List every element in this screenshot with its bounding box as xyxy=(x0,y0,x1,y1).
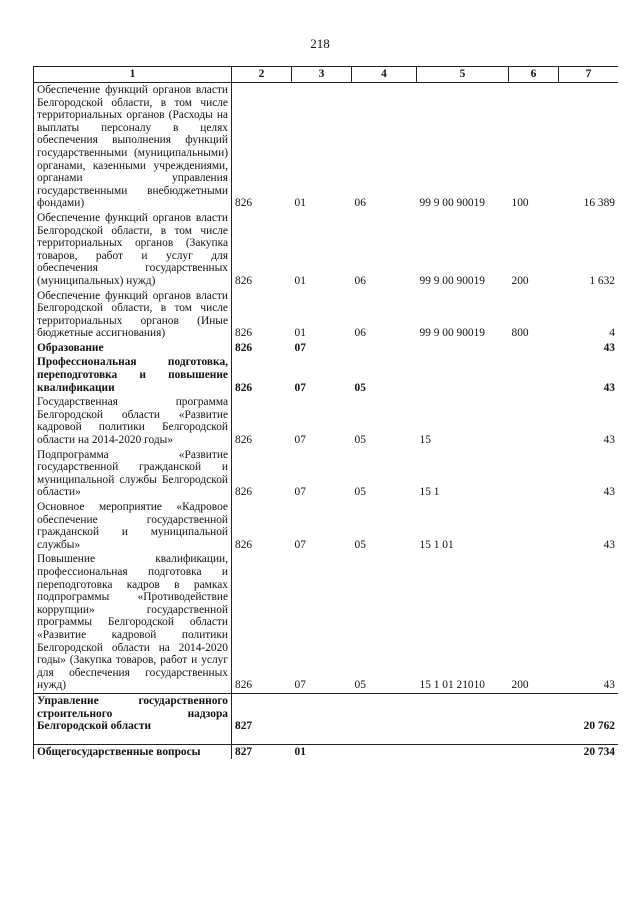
row-pr-cell: 06 xyxy=(354,274,366,287)
row-ved-cell: 826 xyxy=(235,486,253,499)
row-vr-cell xyxy=(509,395,559,447)
row-rz-cell: 01 xyxy=(294,327,306,340)
row-pr-cell: 05 xyxy=(354,381,366,394)
row-csr-cell xyxy=(417,355,509,395)
table-row xyxy=(34,448,619,500)
table-row xyxy=(34,395,619,447)
row-vr-cell: 200 xyxy=(511,679,529,692)
row-pr-cell: 05 xyxy=(354,434,366,447)
page-number: 218 xyxy=(310,36,330,51)
row-name-cell: Подпрограмма «Развитие государственной гражданской и муниципальной службы Белгородской области» xyxy=(34,448,232,500)
row-sum-cell: 43 xyxy=(559,355,619,395)
table-row xyxy=(34,552,619,693)
row-sum-cell: 20 762 xyxy=(559,693,619,733)
row-name-cell: Государственная программа Белгородской области «Развитие кадровой политики Белгородской области на 2014-2020 годы» xyxy=(34,395,232,447)
header-col-2: 2 xyxy=(232,67,292,83)
spacer-cell xyxy=(34,734,232,745)
row-vr-cell xyxy=(509,448,559,500)
row-sum-cell: 4 xyxy=(559,289,619,341)
row-rz-cell: 01 xyxy=(294,197,306,210)
row-name-cell: Обеспечение функций органов власти Белгородской области, в том числе территориальных органов (Расходы на выплаты персоналу в целях обеспечения выполнения функций государственными (муниципальными) органами, казенными учреждениями, органами управления государственными внебюджетными фондами) xyxy=(34,83,232,211)
row-rz-cell: 07 xyxy=(294,486,306,499)
row-sum-cell: 43 xyxy=(559,552,619,693)
row-ved-cell: 826 xyxy=(235,327,253,340)
spacer-cell xyxy=(509,734,559,745)
row-ved-cell: 826 xyxy=(235,274,253,287)
row-vr-cell xyxy=(509,355,559,395)
row-sum-cell: 20 734 xyxy=(559,744,619,759)
row-sum-cell: 43 xyxy=(559,500,619,552)
row-vr-cell: 100 xyxy=(511,197,529,210)
row-vr-cell: 800 xyxy=(511,327,529,340)
row-csr-cell: 99 9 00 90019 xyxy=(419,197,485,210)
row-name-cell: Управление государственного строительного надзора Белгородской области xyxy=(34,693,232,733)
row-vr-cell xyxy=(509,693,559,733)
row-ved-cell: 826 xyxy=(235,341,253,354)
spacer-cell xyxy=(352,734,417,745)
row-rz-cell: 07 xyxy=(294,381,306,394)
row-pr-cell: 05 xyxy=(354,679,366,692)
spacer-cell xyxy=(232,734,292,745)
row-rz-cell: 07 xyxy=(294,341,306,354)
row-csr-cell xyxy=(417,744,509,759)
row-vr-cell xyxy=(509,341,559,356)
spacer-row xyxy=(34,734,619,745)
header-row xyxy=(34,67,619,83)
row-name-cell: Повышение квалификации, профессиональная подготовка и переподготовка кадров в рамках подпрограммы «Противодействие коррупции» государственной программы Белгородской области «Развитие кадровой политики Белгородской области на 2014-2020 годы» (Закупка товаров, работ и услуг для обеспечения государственных нужд) xyxy=(34,552,232,693)
row-pr-cell xyxy=(352,693,417,733)
row-pr-cell: 06 xyxy=(354,327,366,340)
row-name-cell: Основное мероприятие «Кадровое обеспечение государственной гражданской и муниципальной службы» xyxy=(34,500,232,552)
row-ved-cell: 826 xyxy=(235,381,253,394)
row-sum-cell: 43 xyxy=(559,341,619,356)
spacer-cell xyxy=(559,734,619,745)
row-ved-cell: 827 xyxy=(232,744,292,759)
row-rz-cell: 07 xyxy=(294,679,306,692)
row-csr-cell xyxy=(417,341,509,356)
row-csr-cell: 15 1 01 xyxy=(419,538,454,551)
row-vr-cell: 200 xyxy=(511,274,529,287)
header-col-6: 6 xyxy=(509,67,559,83)
table-row xyxy=(34,355,619,395)
row-sum-cell: 43 xyxy=(559,448,619,500)
row-pr-cell xyxy=(352,341,417,356)
row-rz-cell: 01 xyxy=(292,744,352,759)
row-ved-cell: 826 xyxy=(235,434,253,447)
row-name-cell: Общегосударственные вопросы xyxy=(34,744,232,759)
row-name-cell: Образование xyxy=(34,341,232,356)
table-row xyxy=(34,500,619,552)
table-row xyxy=(34,289,619,341)
header-col-1: 1 xyxy=(34,67,232,83)
header-col-7: 7 xyxy=(559,67,619,83)
row-ved-cell: 827 xyxy=(232,693,292,733)
row-name-cell: Профессиональная подготовка, переподготовка и повышение квалификации xyxy=(34,355,232,395)
header-col-5: 5 xyxy=(417,67,509,83)
row-rz-cell xyxy=(292,693,352,733)
row-name-cell: Обеспечение функций органов власти Белгородской области, в том числе территориальных органов (Закупка товаров, работ и услуг для обеспечения государственных (муниципальных) нужд) xyxy=(34,211,232,289)
row-sum-cell: 43 xyxy=(559,395,619,447)
row-sum-cell: 1 632 xyxy=(559,211,619,289)
row-csr-cell: 15 1 xyxy=(419,486,440,499)
row-pr-cell: 05 xyxy=(354,538,366,551)
header-col-3: 3 xyxy=(292,67,352,83)
table-body xyxy=(34,83,619,760)
table-row xyxy=(34,693,619,733)
row-ved-cell: 826 xyxy=(235,197,253,210)
table-row xyxy=(34,211,619,289)
row-sum-cell: 16 389 xyxy=(559,83,619,211)
spacer-cell xyxy=(292,734,352,745)
row-vr-cell xyxy=(509,744,559,759)
row-rz-cell: 01 xyxy=(294,274,306,287)
table-row xyxy=(34,744,619,759)
row-rz-cell: 07 xyxy=(294,434,306,447)
row-ved-cell: 826 xyxy=(235,679,253,692)
row-csr-cell: 99 9 00 90019 xyxy=(419,274,485,287)
spacer-cell xyxy=(417,734,509,745)
table-row xyxy=(34,83,619,211)
row-csr-cell: 99 9 00 90019 xyxy=(419,327,485,340)
row-pr-cell: 05 xyxy=(354,486,366,499)
row-rz-cell: 07 xyxy=(294,538,306,551)
row-ved-cell: 826 xyxy=(235,538,253,551)
table-row xyxy=(34,341,619,356)
row-name-cell: Обеспечение функций органов власти Белгородской области, в том числе территориальных органов (Иные бюджетные ассигнования) xyxy=(34,289,232,341)
row-pr-cell xyxy=(352,744,417,759)
budget-table-container xyxy=(33,66,618,816)
row-vr-cell xyxy=(509,500,559,552)
row-csr-cell: 15 1 01 21010 xyxy=(419,679,485,692)
row-csr-cell xyxy=(417,693,509,733)
row-pr-cell: 06 xyxy=(354,197,366,210)
header-col-4: 4 xyxy=(352,67,417,83)
budget-table xyxy=(33,66,618,759)
row-csr-cell: 15 xyxy=(419,434,431,447)
